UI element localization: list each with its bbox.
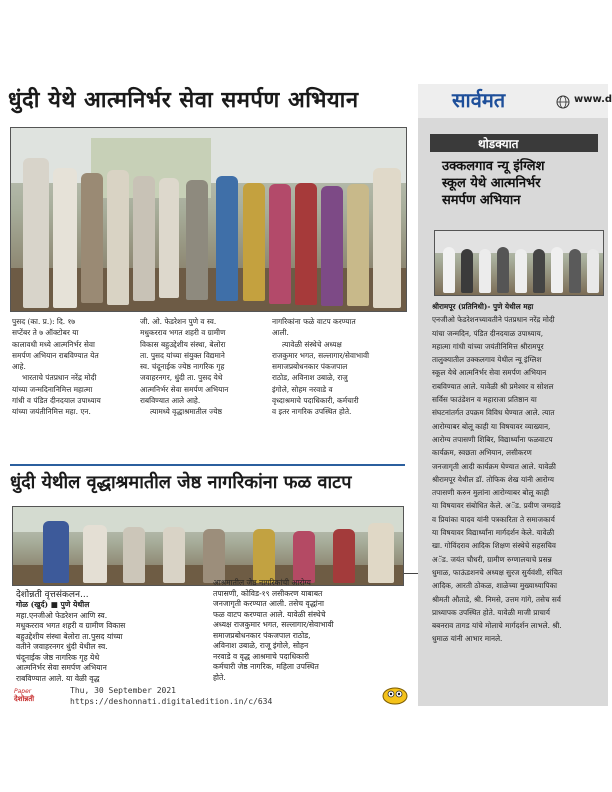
connector-line [404, 573, 418, 574]
edition-date: Thu, 30 September 2021 [70, 686, 176, 695]
article1-column-1: पुसद (का. प्र.): दि. १७ सप्टेंबर ते ७ ऑक्टोबर या कालावधी मध्ये आत्मनिर्भर सेवा समर्पण अभियान राबविण्यात येत आहे. भारताचे पंतप्रधान नरेंद्र मोदी यांच्या जन्मदिनानिमित्त महात्मा गांधी व पंडित दीनदयाल उपाध्याय यांच्या जयंतीनिमित्त महा. एन. [12, 317, 101, 417]
site-url: www.d [574, 94, 612, 105]
clip-body: श्रीरामपूर (प्रतिनिधी)- पुणे येथील महा एनजीओ फेडरेशनच्यावतीने पंतप्रधान नरेंद्र मोदी यांचा जन्मदिन, पंडित दीनदयाळ उपाध्याय, महात्मा गांधी यांच्या जयंतीनिमित्त श्रीरामपूर तालुक्यातील उक्कलगाव येथील न्यू इंग्लिश स्कूल येथे आत्मनिर्भर सेवा समर्पण अभियान राबविण्यात आले. यावेळी श्री प्रमेश्वर व सोशल सर्विस फाउंडेशन व महाराजा प्रतिष्ठान या संघटनांतर्गत उपक्रम विविध घेण्यात आले. त्यात आरोग्याबर बोलू काही या विषयावर व्याख्यान, आरोग्य तपासणी शिबिर, विद्यार्थ्यांना फळवाटप कार्यक्रम, स्वछता अभियान, लसीकरण जनजागृती आदी कार्यक्रम घेण्यात आले. यावेळी श्रीरामपूर येथील डॉ. तोफिक शेख यांनी आरोग्य तपासणी करुन मुलांना आरोग्याबर बोलू काही या विषयावर संबोधित केले. अॅड. प्रवीण जमदाडे व प्रियांका यादव यांनी पत्रकारिता ते समाजकार्य या विषयावर विद्यार्थ्यांना मार्गदर्शन केले. यावेळी खा. गोविंदराव आदिक शिक्षण संस्थेचे सहसचिव अॅड. जयंत चौधरी, ग्रामीण रुग्णालयाचे प्रसन्न धुमाळ, फाऊंडशनचे अध्यक्ष सुरज सुर्यवंशी, संचित आदिक, आरती ठोकळ, शाळेच्या मुख्याध्यापिका श्रीमती औताडे, श्री. निमसे, उत्तम गांगे, तसेच सर्व प्राध्यापक उपस्थित होते. यावेळी माजी प्राचार्य बबनराव तागड यांचे मोलाचे मार्गदर्शन लाभले. श्री. धुमाळ यांनी आभार मानले. [432, 302, 563, 644]
article1-headline: धुंदी येथे आत्मनिर्भर सेवा समर्पण अभियान [8, 88, 359, 113]
masthead: सार्वमत [452, 88, 506, 112]
article1-photo [10, 127, 407, 312]
globe-icon [556, 94, 570, 113]
epaper-logo: Paper देशोन्नती [14, 688, 35, 703]
clip-photo [434, 230, 604, 296]
mascot-icon [382, 685, 408, 705]
correspondent-label: देशोन्नती वृत्तसंकलन... [16, 590, 89, 600]
section-label: थोडक्यात [478, 137, 519, 151]
article1-column-3: नागरिकांना फळे वाटप करण्यात आली. त्यावेळी संस्थेचे अध्यक्ष राजकुमार भगत, सल्लागार/सेवाभावी समाजप्रबोधनकार पंकजपाल राठोड, अविनाश उबाळे, राजु इंगोले, सोहम नरवाडे व वृध्दाश्रमाचे पदाधिकारी, कर्मचारी व इतर नागरिक उपस्थित होते. [272, 317, 370, 417]
article-divider [10, 464, 405, 466]
article1-column-2: जी. ओ. फेडरेशन पुणे व स्व. मधुकरराव भगत शहरी व ग्रामीण विकास बहुउद्देशीय संस्था, बेलोरा ता. पुसद यांच्या संयुक्त विद्यमाने स्व. चंदूनाईक ज्येष्ठ नागरिक गृह जवाहरनगर, धुंदी ता. पुसद येथे आत्मनिर्भर सेवा समर्पण अभियान राबविण्यात आले आहे. त्यामध्ये वृद्धाश्रमातील ज्येष्ठ [140, 317, 229, 417]
article2-column-1: गोळ (खुर्द) ■ पुणे येथील महा.एनजीओ फेडरेशन आणि स्व. मधुकरराव भगत शहरी व ग्रामीण विकास बहुउद्देशीय संस्था बेलोरा ता.पुसद यांच्या वतीने जवाहरनगर धुंदी येथील स्व. चंदूनाईक जेष्ठ नागरिक गृह येथे आत्मनिर्भर सेवा समर्पण अभियान राबविण्यात आले. या वेळी वृद्ध [16, 600, 126, 683]
article2-column-2: आश्रमातील जेष्ठ नागरिकांची आरोग्य तपासणी, कोविड-१९ लसीकरण याबाबत जनजागृती करण्यात आली. तसेच वृद्धांना फळ वाटप करण्यात आले. यावेळी संस्थेचे अध्यक्ष राजकुमार भगत, सल्लागार/सेवाभावी समाजप्रबोधनकार पंकजपाल राठोड, अविनाश उबाळे, राजू इंगोले, सोहन नरवाडे व वृद्ध आश्रमाचे पदाधिकारी कर्मचारी जेष्ठ नागरिक, महिला उपस्थित होते. [213, 578, 334, 682]
article2-photo [12, 506, 404, 586]
edition-url[interactable]: https://deshonnati.digitaledition.in/c/634 [70, 697, 273, 706]
right-clipping [418, 84, 612, 706]
clip-headline: उक्कलगाव न्यू इंग्लिश स्कूल येथे आत्मनिर्भर समर्पण अभियान [442, 159, 545, 208]
article2-headline: धुंदी येथील वृद्धाश्रमातील जेष्ठ नागरिकांना फळ वाटप [10, 472, 352, 493]
